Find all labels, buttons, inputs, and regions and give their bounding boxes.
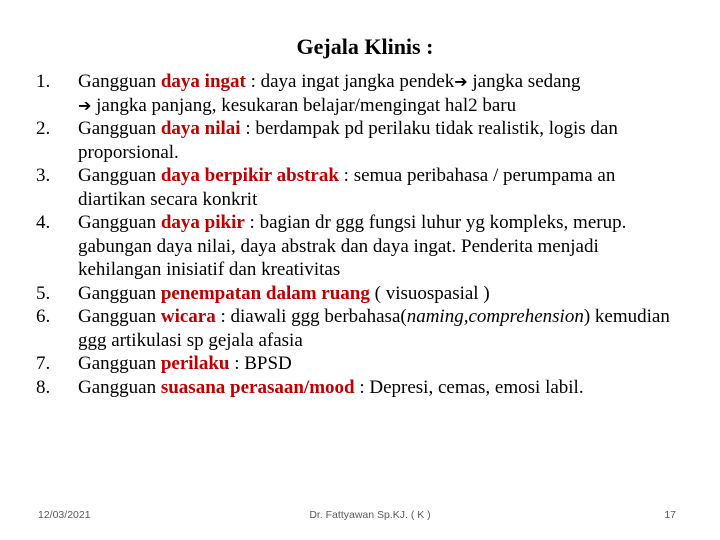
item-highlight: daya berpikir abstrak [160, 165, 339, 186]
item-prefix: Gangguan [78, 306, 161, 327]
item-prefix: Gangguan [78, 118, 161, 139]
page-number: 17 [664, 509, 676, 521]
item-number: 2. [36, 118, 51, 139]
arrow-right-icon: ➔ [78, 95, 92, 115]
list-item [36, 164, 686, 211]
arrow-right-icon: ➔ [454, 72, 468, 91]
list-item [36, 211, 686, 282]
list-item [36, 352, 686, 376]
item-prefix: Gangguan [78, 353, 161, 374]
item-text: ( visuospasial ) [369, 282, 490, 304]
list-item [36, 305, 686, 352]
item-text: jangka panjang, kesukaran belajar/mengingat hal2 baru [91, 94, 517, 116]
item-prefix: Gangguan [78, 212, 161, 233]
item-number: 7. [36, 353, 51, 374]
item-prefix: Gangguan [78, 282, 161, 304]
footer-author: Dr. Fattyawan Sp.KJ. ( K ) [309, 509, 431, 521]
item-number: 4. [36, 212, 51, 233]
item-number: 8. [36, 376, 51, 398]
list-item [36, 282, 686, 306]
item-number: 3. [36, 165, 51, 186]
item-text: : berdampak pd perilaku tidak realistik, logis dan proporsional. [78, 118, 618, 163]
item-text: : bagian dr ggg fungsi luhur yg kompleks, merup. gabungan daya nilai, daya abstrak dan daya ingat. Penderita menjadi kehilangan inisiatif dan kreativitas [78, 212, 627, 280]
item-highlight: penempatan dalam ruang [160, 282, 370, 304]
item-highlight: suasana perasaan/mood [160, 376, 355, 398]
item-highlight: daya ingat [160, 71, 246, 92]
list-item [36, 117, 686, 164]
item-text: ) kemudian ggg artikulasi sp gejala afasia [78, 306, 670, 351]
item-number: 1. [36, 71, 51, 92]
item-prefix: Gangguan [78, 71, 161, 92]
symptom-list [36, 70, 686, 399]
list-item [36, 70, 686, 117]
item-text: jangka sedang [467, 71, 581, 92]
item-highlight: perilaku [160, 353, 230, 374]
slide-title: Gejala Klinis : [296, 34, 434, 59]
item-prefix: Gangguan [78, 376, 161, 398]
item-text: : diawali ggg berbahasa( [215, 306, 407, 327]
item-highlight: daya nilai [160, 118, 241, 139]
item-highlight: daya pikir [160, 212, 245, 233]
item-highlight: wicara [160, 306, 216, 327]
list-item [36, 376, 686, 400]
item-number: 5. [36, 282, 51, 304]
item-prefix: Gangguan [78, 165, 161, 186]
footer-date: 12/03/2021 [38, 509, 91, 521]
item-text: : daya ingat jangka pendek [245, 71, 455, 92]
item-text: : semua peribahasa / perumpama an diartikan secara konkrit [78, 165, 616, 210]
item-text: : BPSD [229, 353, 292, 374]
item-italic-text: naming,comprehension [406, 306, 584, 327]
item-text: : Depresi, cemas, emosi labil. [354, 376, 584, 398]
item-number: 6. [36, 306, 51, 327]
